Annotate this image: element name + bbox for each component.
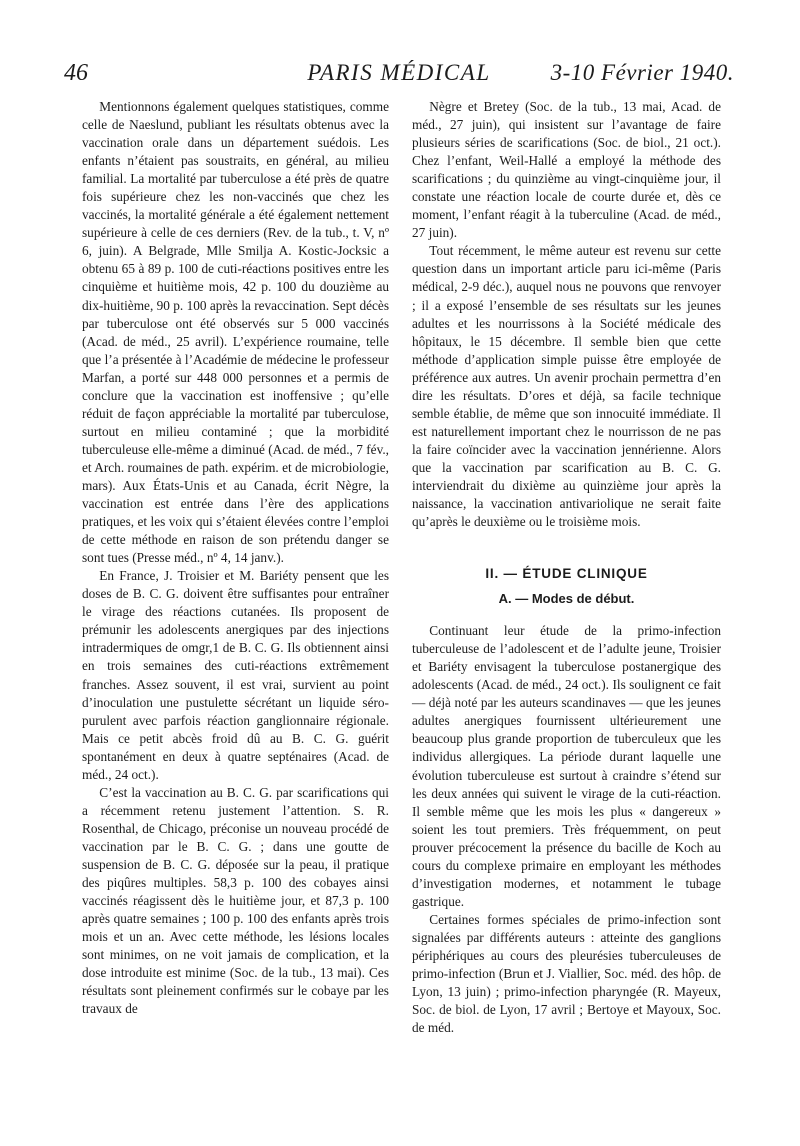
paragraph: Certaines formes spéciales de primo-infection sont signalées par différents auteurs : atteinte des ganglions périphériques au cours des pleurésies tuberculeuses de primo-infection (Brun et J. Viallier, Soc. méd. des hôp. de Lyon, 13 juin) ; primo-infection pharyngée (R. Mayeux, Soc. de biol. de Lyon, 17 avril ; Bertoye et Mayoux, Soc. de méd.: [412, 911, 721, 1036]
left-column: [82, 98, 389, 1018]
issue-date: 3-10 Février 1940.: [550, 60, 734, 85]
subsection-title: A. — Modes de début.: [498, 591, 635, 607]
right-column: [412, 98, 721, 1037]
paragraph: Mentionnons également quelques statistiques, comme celle de Naeslund, publiant les résultats obtenus avec la vaccination orale dans un département suédois. Les enfants n’étaient pas soustraits, en général, au milieu familial. La mortalité par tuberculose a été près de quatre fois supérieure chez les non-vaccinés que chez les vaccinés, la mortalité générale a été également nettement supérieure à celle de ces derniers (Rev. de la tub., t. V, nº 6, juin). A Belgrade, Mlle Smilja A. Kostic-Jocksic a obtenu 65 à 89 p. 100 de cuti-réactions positives entre les cinquième et huitième mois, 42 p. 100 du douzième au dix-huitième, 90 p. 100 après la revaccination. Sept décès par tuberculose ont été observés sur 5 000 vaccinés (Acad. de méd., 25 avril). L’expérience roumaine, telle que l’a présentée à l’Académie de médecine le professeur Marfan, a porté sur 448 000 personnes et a permis de conclure que la vaccination est inoffensive ; qu’elle réduit de façon appréciable la mortalité par tuberculose, surtout en milieu contaminé ; que la morbidité tuberculeuse elle-même a diminué (Acad. de méd., 7 fév., et Arch. roumaines de path. expérim. et de microbiologie, mars). Aux États-Unis et au Canada, écrit Nègre, la vaccination est entrée dans l’ère des applications pratiques, et les voix qui s’étaient élevées contre l’emploi de cette méthode en raison de son prétendu danger se sont tues (Presse méd., nº 4, 14 janv.).: [82, 99, 389, 566]
paragraph: Nègre et Bretey (Soc. de la tub., 13 mai, Acad. de méd., 27 juin), qui insistent sur l’avantage de faire plusieurs séries de scarifications (Soc. de biol., 21 oct.). Chez l’enfant, Weil-Hallé a employé la méthode des scarifications ; du quinzième au vingt-cinquième jour, il constate une réaction locale de courte durée et, dès ce moment, l’enfant réagit à la tuberculine (Acad. de méd., 27 juin).: [412, 99, 721, 241]
paragraph: C’est la vaccination au B. C. G. par scarifications qui a récemment retenu justement l’attention. S. R. Rosenthal, de Chicago, préconise un nouveau procédé de vaccination par le B. C. G. ; dans une goutte de suspension de B. C. G. déposée sur la peau, il pratique des piqûres multiples. 58,3 p. 100 des cobayes ainsi vaccinés réagissent dès le huitième jour, et 87,3 p. 100 après quatre semaines ; 100 p. 100 des enfants après trois mois et un an. Avec cette méthode, les lésions locales sont minimes, on ne voit jamais de complication, et la dose introduite est minime (Soc. de la tub., 13 mai). Ces résultats sont pleinement confirmés sur le cobaye par les travaux de: [82, 784, 389, 1017]
paragraph: Tout récemment, le même auteur est revenu sur cette question dans un important article paru ici-même (Paris médical, 2-9 déc.), auquel nous ne pouvons que renvoyer ; il a exposé l’ensemble de ses résultats sur les jeunes adultes et les nourrissons à la Société médicale des hôpitaux, le 15 décembre. Il semble bien que cette méthode d’application simple puisse être employée de préférence aux autres. Un avenir prochain permettra d’en dire les résultats. D’ores et déjà, sa facile technique semble établie, de même que son innocuité immédiate. Il est naturellement important chez le nourrisson de ne pas la faire coïncider avec la vaccination jennérienne. Alors que la vaccination par scarification au B. C. G. interviendrait du dixième au quinzième jour après la naissance, la vaccination antivariolique ne serait faite qu’après le deuxième ou le troisième mois.: [412, 243, 721, 530]
page-header: [64, 60, 734, 90]
paragraph: En France, J. Troisier et M. Bariéty pensent que les doses de B. C. G. doivent être suffisantes pour entraîner le virage des réactions cutanées. Ils proposent de prémunir les adolescents anergiques par des injections intradermiques de omgr,1 de B. C. G. Ils obtiennent ainsi en trois semaines des cuti-réactions extrêmement franches. Assez souvent, il est vrai, survient au point d’inoculation une pustulette sécrétant un liquide séro-purulent avec parfois réaction ganglionnaire régionale. Mais ce petit abcès froid dû au B. C. G. guérit spontanément en deux à quatre septénaires (Acad. de méd., 24 oct.).: [82, 568, 389, 782]
section-title: II. — ÉTUDE CLINIQUE: [485, 566, 648, 582]
paragraph: Continuant leur étude de la primo-infection tuberculeuse de l’adolescent et de l’adulte jeune, Troisier et Bariéty envisagent la tuberculose postanergique des adolescents (Acad. de méd., 24 oct.). Ils soulignent ce fait — déjà noté par les auteurs scandinaves — que les jeunes adultes anergiques fournissent ultérieurement une beaucoup plus grande proportion de tuberculeux que les individus allergiques. La période durant laquelle une évolution tuberculeuse est surtout à craindre s’étend sur les deux années qui suivent le virage de la cuti-réaction. Il semble même que les mois les plus « dangereux » soient les tout premiers. Très fréquemment, on peut prouver précocement la présence du bacille de Koch au cours du complexe primaire en employant les méthodes d’investigation modernes, et notamment le tubage gastrique.: [412, 623, 721, 909]
page-number: 46: [64, 60, 88, 86]
running-title: PARIS MÉDICAL: [307, 60, 491, 85]
